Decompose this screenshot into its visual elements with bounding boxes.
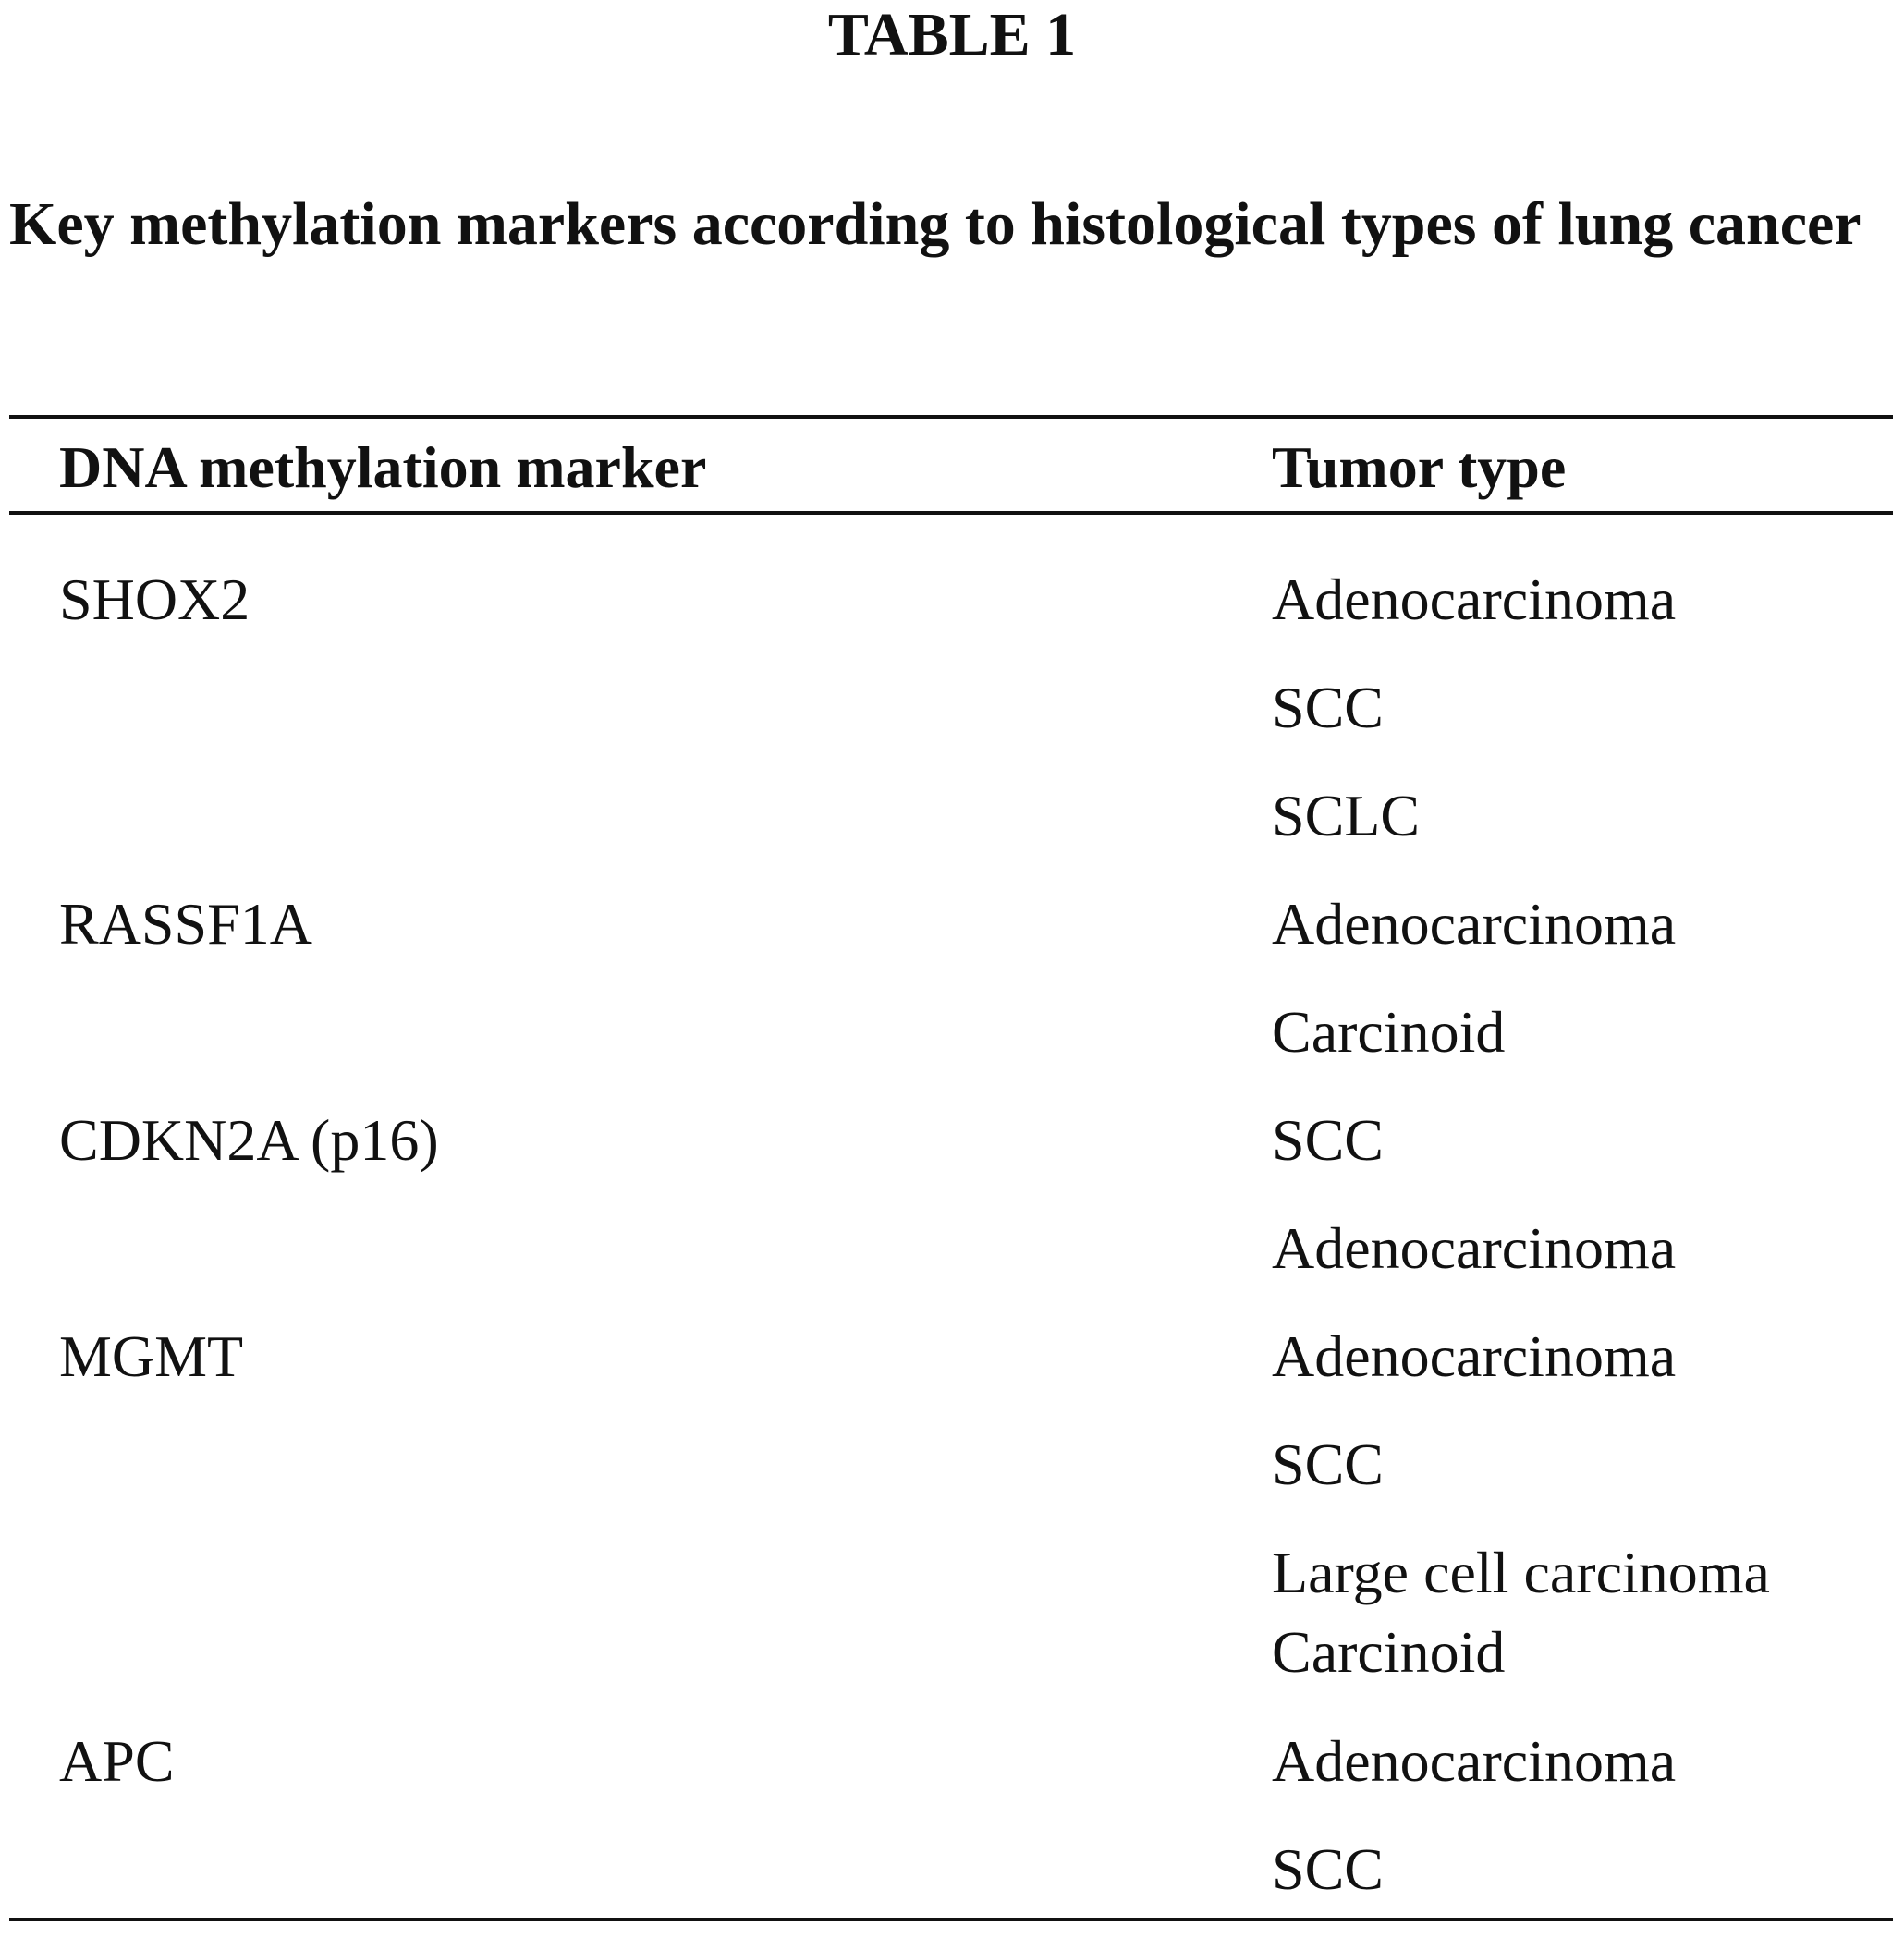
- tumor-type-cell: SCC: [1272, 1107, 1384, 1173]
- table-row: [0, 1830, 1904, 1938]
- table-row: [0, 1533, 1904, 1722]
- tumor-type-cell: SCLC: [1272, 783, 1421, 848]
- tumor-type-cell: SCC: [1272, 1432, 1384, 1497]
- table-row: [0, 1425, 1904, 1533]
- table-row: [0, 668, 1904, 776]
- table-row: [0, 776, 1904, 884]
- tumor-type-cell: Adenocarcinoma: [1272, 567, 1677, 632]
- bottom-rule: [9, 1918, 1893, 1921]
- column-header-tumor-type: Tumor type: [1272, 434, 1567, 500]
- top-rule: [9, 415, 1893, 419]
- table-row: [0, 993, 1904, 1101]
- marker-cell: SHOX2: [59, 567, 250, 632]
- table-row: [0, 560, 1904, 668]
- table-row: [0, 1209, 1904, 1317]
- tumor-type-cell: Adenocarcinoma: [1272, 1215, 1677, 1281]
- table-label: TABLE 1: [827, 1, 1077, 68]
- tumor-type-cell: Adenocarcinoma: [1272, 1728, 1677, 1794]
- marker-cell: CDKN2A (p16): [59, 1107, 439, 1173]
- marker-cell: MGMT: [59, 1323, 244, 1389]
- tumor-type-cell: Large cell carcinoma Carcinoid: [1272, 1540, 1770, 1685]
- table-row: [0, 1722, 1904, 1830]
- table-row: [0, 884, 1904, 993]
- header-rule: [9, 511, 1893, 515]
- tumor-type-cell: Adenocarcinoma: [1272, 891, 1677, 957]
- column-header-marker: DNA methylation marker: [59, 434, 707, 500]
- tumor-type-cell: SCC: [1272, 675, 1384, 740]
- marker-cell: RASSF1A: [59, 891, 312, 957]
- table-caption: Key methylation markers according to histological types of lung cancer: [9, 190, 1861, 258]
- marker-cell: APC: [59, 1728, 175, 1794]
- table-body: [0, 560, 1904, 1938]
- table-row: [0, 1317, 1904, 1425]
- table-row: [0, 1101, 1904, 1209]
- tumor-type-cell: Adenocarcinoma: [1272, 1323, 1677, 1389]
- tumor-type-cell: SCC: [1272, 1836, 1384, 1902]
- table-header-row: [0, 431, 1904, 505]
- tumor-type-cell: Carcinoid: [1272, 999, 1506, 1065]
